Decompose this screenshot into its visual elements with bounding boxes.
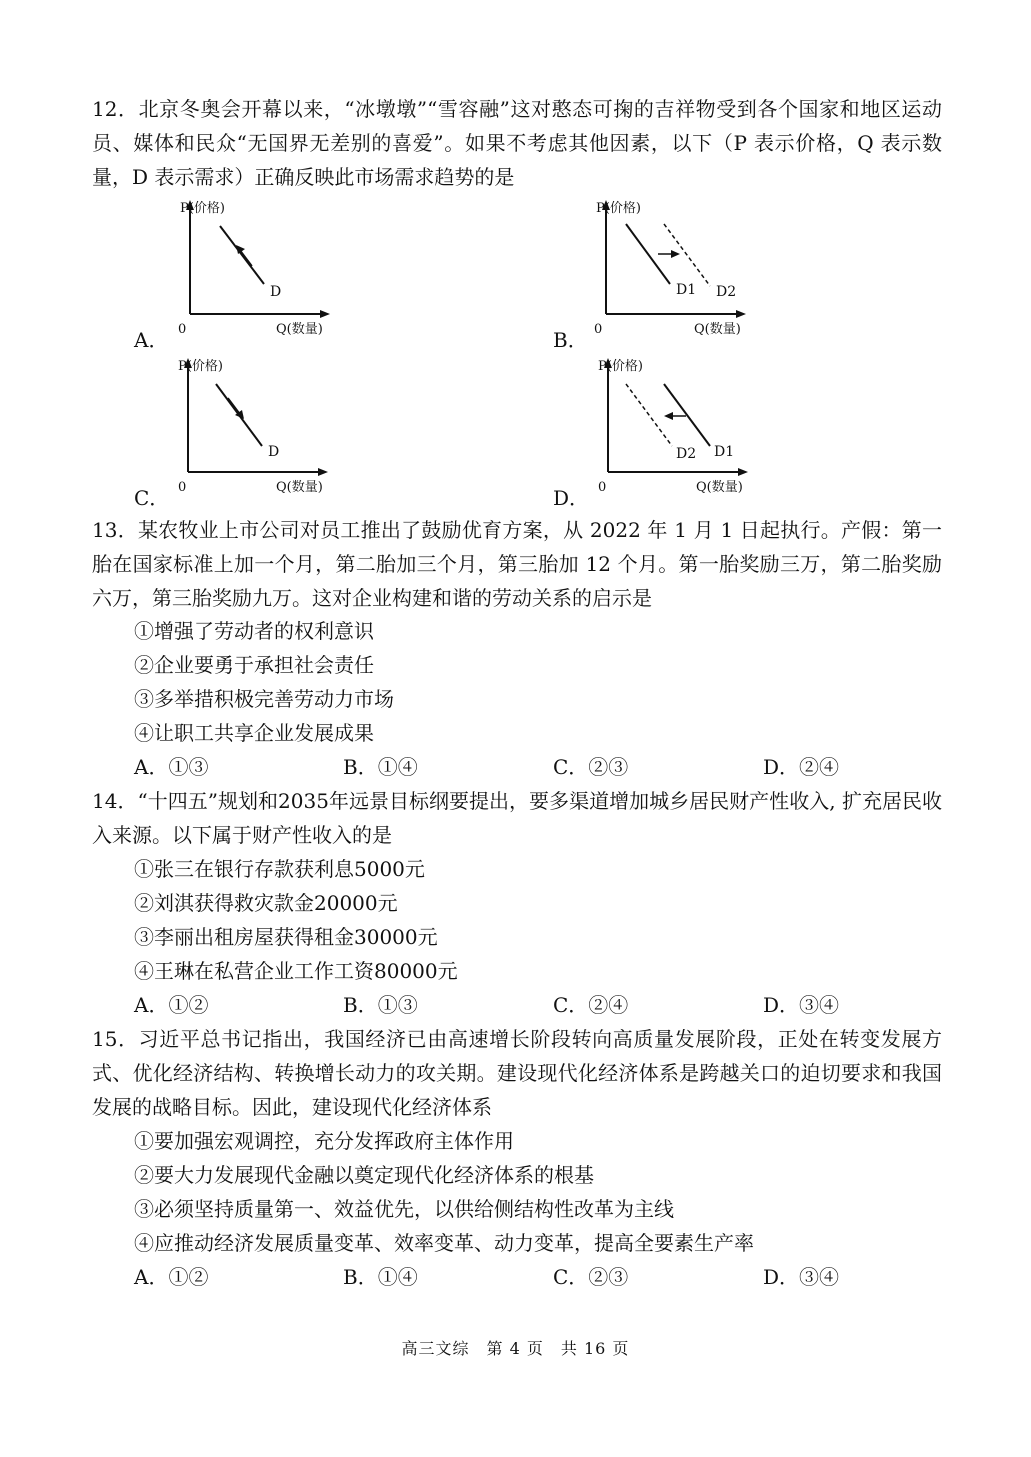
q13-choice-c: C．②③ bbox=[553, 755, 629, 779]
q15-choice-c: C．②③ bbox=[553, 1265, 629, 1289]
q12-chart-b-x-label: Q(数量) bbox=[694, 322, 741, 337]
q12-chart-a-x-label: Q(数量) bbox=[276, 322, 323, 337]
q12-chart-d-curve-d2 bbox=[626, 384, 672, 446]
q13-choice-b: B．①④ bbox=[343, 755, 418, 779]
q12-chart-b-label-d2: D2 bbox=[716, 284, 737, 300]
q12-chart-c bbox=[170, 354, 340, 499]
q12-choice-c-letter: C． bbox=[134, 486, 170, 510]
q12-choice-b-letter: B． bbox=[553, 328, 588, 352]
q15-choice-d: D．③④ bbox=[763, 1265, 840, 1289]
q13-option-4: ④让职工共享企业发展成果 bbox=[134, 721, 374, 745]
q14-choice-d: D．③④ bbox=[763, 993, 840, 1017]
q12-chart-c-x-label: Q(数量) bbox=[276, 480, 323, 495]
q12-chart-b-y-label: P(价格) bbox=[596, 201, 641, 216]
q15-stem: 15．习近平总书记指出，我国经济已由高速增长阶段转向高质量发展阶段，正处在转变发展方式、优化经济结构、转换增长动力的攻关期。建设现代化经济体系是跨越关口的迫切要求和我国发展的战略目标。因此，建设现代化经济体系 bbox=[92, 1027, 942, 1119]
q12-chart-c-curve-label: D bbox=[268, 444, 280, 460]
q12-chart-d-y-label: P(价格) bbox=[598, 359, 643, 374]
q13-stem: 13．某农牧业上市公司对员工推出了鼓励优育方案，从 2022 年 1 月 1 日起执行。产假：第一胎在国家标准上加一个月，第二胎加三个月，第三胎加 12 个月。第一胎奖励三万，第二胎奖励六万，第三胎奖励九万。这对企业构建和谐的劳动关系的启示是 bbox=[92, 518, 942, 610]
q12-choice-a-letter: A． bbox=[134, 328, 169, 352]
q12-chart-c-arrow bbox=[228, 398, 240, 414]
q12-chart-d-label-d2: D2 bbox=[676, 446, 697, 462]
q14-option-4: ④王琳在私营企业工作工资80000元 bbox=[134, 959, 458, 983]
q12-chart-b-origin: 0 bbox=[594, 322, 603, 337]
q14-choice-c: C．②④ bbox=[553, 993, 629, 1017]
q12-chart-d bbox=[590, 354, 760, 499]
q13-choice-a: A．①③ bbox=[134, 755, 209, 779]
q12-chart-c-origin: 0 bbox=[178, 480, 187, 495]
q15-option-1: ①要加强宏观调控，充分发挥政府主体作用 bbox=[134, 1129, 514, 1153]
q15-choice-b: B．①④ bbox=[343, 1265, 418, 1289]
q13-choice-d: D．②④ bbox=[763, 755, 840, 779]
q15-option-4: ④应推动经济发展质量变革、效率变革、动力变革，提高全要素生产率 bbox=[134, 1231, 754, 1255]
q14-option-2: ②刘淇获得救灾款金20000元 bbox=[134, 891, 398, 915]
q14-choice-a: A．①② bbox=[134, 993, 209, 1017]
q14-option-3: ③李丽出租房屋获得租金30000元 bbox=[134, 925, 438, 949]
q14-option-1: ①张三在银行存款获利息5000元 bbox=[134, 857, 425, 881]
q12-chart-a-demand-curve bbox=[220, 226, 264, 284]
q15-option-2: ②要大力发展现代金融以奠定现代化经济体系的根基 bbox=[134, 1163, 594, 1187]
q14-stem: 14．“十四五”规划和2035年远景目标纲要提出，要多渠道增加城乡居民财产性收入, 扩充居民收入来源。以下属于财产性收入的是 bbox=[92, 789, 942, 847]
q12-chart-a-y-label: P(价格) bbox=[180, 201, 225, 216]
q12-stem: 12．北京冬奥会开幕以来，“冰墩墩”“雪容融”这对憨态可掬的吉祥物受到各个国家和地区运动员、媒体和民众“无国界无差别的喜爱”。如果不考虑其他因素，以下（P 表示价格，Q 表示数量，D 表示需求）正确反映此市场需求趋势的是 bbox=[92, 97, 942, 189]
q15-choice-a: A．①② bbox=[134, 1265, 209, 1289]
q12-choice-d-letter: D． bbox=[553, 486, 590, 510]
q12-chart-b-curve-d2 bbox=[664, 224, 710, 286]
q12-chart-d-x-label: Q(数量) bbox=[696, 480, 743, 495]
q14-choice-b: B．①③ bbox=[343, 993, 418, 1017]
q12-chart-a bbox=[172, 196, 342, 341]
q12-chart-d-origin: 0 bbox=[598, 480, 607, 495]
q13-option-1: ①增强了劳动者的权利意识 bbox=[134, 619, 374, 643]
q12-chart-a-arrow bbox=[240, 250, 252, 266]
q12-chart-a-origin: 0 bbox=[178, 322, 187, 337]
q12-chart-a-curve-label: D bbox=[270, 284, 282, 300]
q12-chart-b bbox=[588, 196, 758, 341]
q12-chart-c-y-label: P(价格) bbox=[178, 359, 223, 374]
page-footer: 高三文综 第 4 页 共 16 页 bbox=[401, 1339, 630, 1358]
q12-chart-d-label-d1: D1 bbox=[714, 444, 735, 460]
q15-option-3: ③必须坚持质量第一、效益优先，以供给侧结构性改革为主线 bbox=[134, 1197, 674, 1221]
q12-chart-b-label-d1: D1 bbox=[676, 282, 697, 298]
q13-option-3: ③多举措积极完善劳动力市场 bbox=[134, 687, 394, 711]
q13-option-2: ②企业要勇于承担社会责任 bbox=[134, 653, 374, 677]
